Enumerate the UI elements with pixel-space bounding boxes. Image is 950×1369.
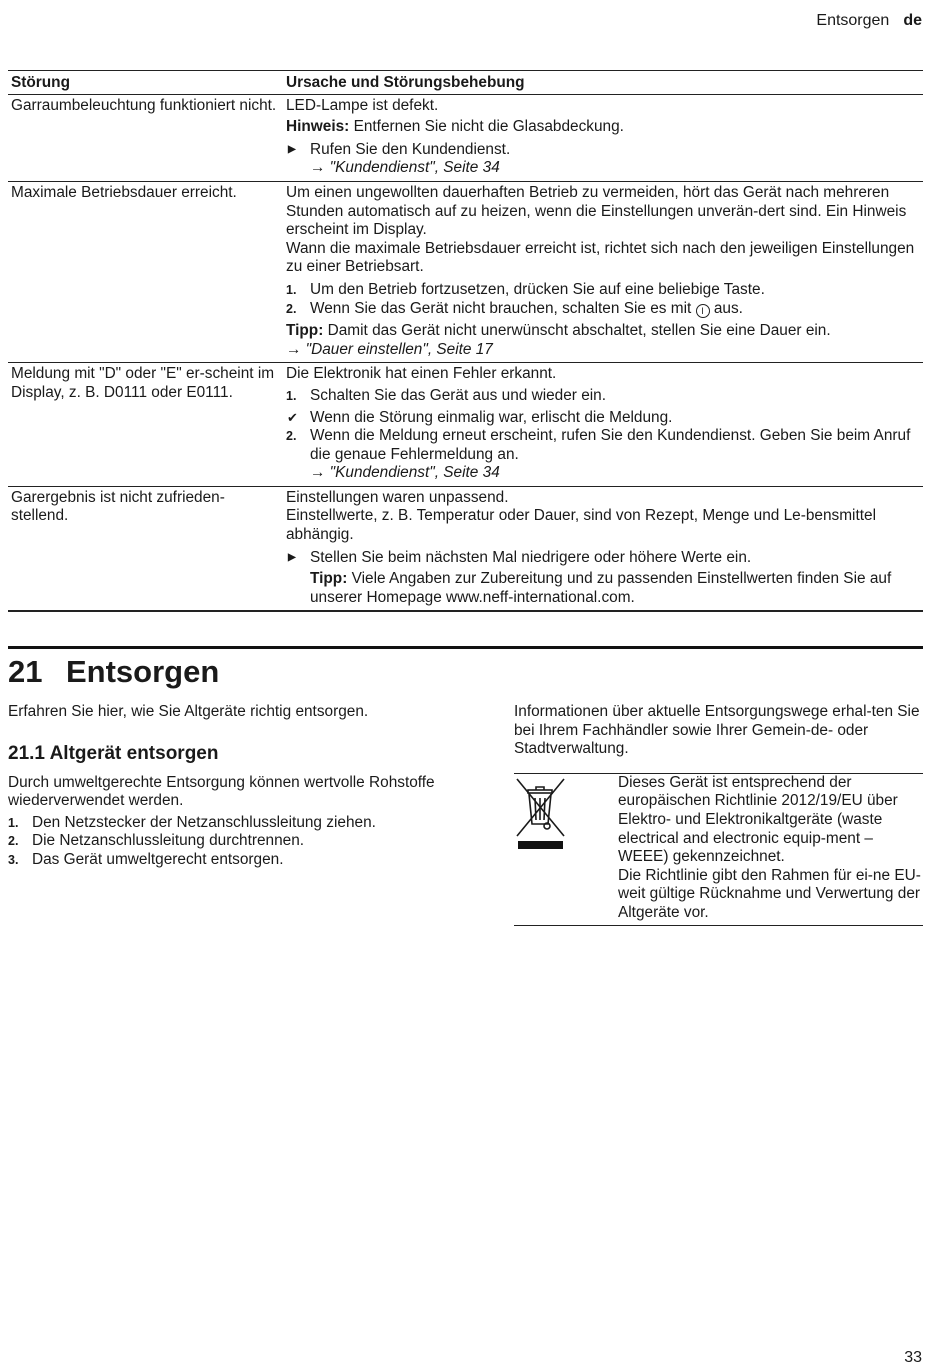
weee-notice <box>514 773 923 926</box>
tip-text: Damit das Gerät nicht unerwünscht abschaltet, stellen Sie eine Dauer ein. <box>323 322 831 340</box>
subsection-text: Durch umweltgerechte Entsorgung können wertvolle Rohstoffe wiederverwendet werden. <box>8 773 435 810</box>
tip-label: Tipp: <box>286 322 324 340</box>
checkmark-icon: ✔ <box>287 409 298 425</box>
step-text: Um den Betrieb fortzusetzen, drücken Sie auf eine beliebige Taste. <box>310 280 765 298</box>
triangle-bullet-icon: ▶ <box>288 143 296 155</box>
table-row <box>8 486 923 611</box>
result-item <box>286 409 920 428</box>
running-header <box>816 12 922 31</box>
step-number: 2. <box>286 301 297 316</box>
cause-cell <box>282 181 923 362</box>
list-item <box>8 851 448 870</box>
header-section: Entsorgen <box>816 12 890 29</box>
step-number: 2. <box>286 429 297 444</box>
step-text: Das Gerät umweltgerecht entsorgen. <box>32 850 284 868</box>
cause-text: Die Elektronik hat einen Fehler erkannt. <box>286 365 557 383</box>
note-label: Hinweis: <box>286 118 350 136</box>
note-text: Entfernen Sie nicht die Glasabdeckung. <box>349 118 624 136</box>
header-language: de <box>903 12 922 29</box>
cross-reference-link[interactable]: → "Kundendienst", Seite 34 <box>310 159 500 177</box>
step-number: 1. <box>286 388 297 403</box>
troubleshooting-table <box>8 70 923 612</box>
cause-cell <box>282 363 923 487</box>
tip-label: Tipp: <box>310 570 348 588</box>
cause-cell <box>282 94 923 181</box>
tip-paragraph <box>286 322 920 341</box>
subsection-heading <box>8 743 448 765</box>
result-text: Wenn die Störung einmalig war, erlischt die Meldung. <box>310 408 673 426</box>
page-number: 33 <box>904 1349 922 1366</box>
numbered-step <box>286 427 920 483</box>
chapter-rule <box>8 646 923 649</box>
chapter-heading <box>8 654 219 690</box>
list-item <box>8 832 448 851</box>
chapter-intro: Erfahren Sie hier, wie Sie Altgeräte richtig entsorgen. <box>8 703 369 720</box>
table-header-row <box>8 71 923 95</box>
cause-paragraph: Um einen ungewollten dauerhaften Betrieb zu vermeiden, hört das Gerät nach mehreren Stunden automatisch auf zu heizen, wenn die Einstellungen unverän-dert sind. Ein Hinweis erscheint im Display. <box>286 183 907 239</box>
cross-reference-link[interactable]: → "Kundendienst", Seite 34 <box>310 464 500 482</box>
tip-text: Viele Angaben zur Zubereitung und zu passenden Einstellwerten finden Sie auf unserer Homepage www.neff-international.com. <box>310 570 892 606</box>
table-row <box>8 363 923 487</box>
weee-paragraph: Die Richtlinie gibt den Rahmen für ei-ne EU-weit gültige Rücknahme und Verwertung der Altgeräte vor. <box>618 866 921 921</box>
column-header-cause: Ursache und Störungsbehebung <box>282 71 923 95</box>
cause-text: LED-Lampe ist defekt. <box>286 96 439 114</box>
step-text: Schalten Sie das Gerät aus und wieder ein. <box>310 386 607 404</box>
weee-text <box>618 774 923 925</box>
chapter-title: Entsorgen <box>66 654 220 689</box>
action-step <box>286 141 920 178</box>
fault-cell: Meldung mit "D" oder "E" er-scheint im Display, z. B. D0111 oder E0111. <box>8 363 282 487</box>
step-number: 2. <box>8 834 19 849</box>
fault-cell: Garraumbeleuchtung funktioniert nicht. <box>8 94 282 181</box>
tip-paragraph <box>310 570 920 607</box>
step-number: 1. <box>8 815 19 830</box>
cause-cell <box>282 486 923 611</box>
column-header-fault: Störung <box>8 71 282 95</box>
note-paragraph <box>286 118 920 137</box>
triangle-bullet-icon: ▶ <box>288 551 296 563</box>
right-column <box>514 703 923 926</box>
step-text-part: aus. <box>709 299 743 317</box>
chapter-number: 21 <box>8 654 43 689</box>
cause-paragraph: Wann die maximale Betriebsdauer erreicht ist, richtet sich nach den jeweiligen Einstellungen zu einer Betriebsart. <box>286 239 915 276</box>
step-text: Rufen Sie den Kundendienst. <box>310 140 511 158</box>
weee-paragraph: Dieses Gerät ist entsprechend der europäischen Richtlinie 2012/19/EU über Elektro- und Elektronikaltgeräte (waste electrical and electronic equip-ment – WEEE) gekennzeichnet. <box>618 773 898 866</box>
power-button-icon: I <box>696 304 710 318</box>
crossed-out-wheelie-bin-icon <box>514 774 618 925</box>
step-text: Stellen Sie beim nächsten Mal niedrigere oder höhere Werte ein. <box>310 548 752 566</box>
cause-paragraph: Einstellungen waren unpassend. <box>286 488 509 506</box>
step-text: Die Netzanschlussleitung durchtrennen. <box>32 832 305 850</box>
fault-cell: Maximale Betriebsdauer erreicht. <box>8 181 282 362</box>
numbered-step <box>286 281 920 300</box>
step-number: 1. <box>286 282 297 297</box>
numbered-step <box>286 300 920 319</box>
disposal-info: Informationen über aktuelle Entsorgungswege erhal-ten Sie bei Ihrem Fachhändler sowie Ihrer Gemein-de- oder Stadtverwaltung. <box>514 703 920 758</box>
step-text-part: Wenn Sie das Gerät nicht brauchen, schalten Sie es mit <box>310 299 696 317</box>
numbered-step <box>286 387 920 406</box>
left-column <box>8 703 448 870</box>
table-row <box>8 94 923 181</box>
cause-paragraph: Einstellwerte, z. B. Temperatur oder Dauer, sind von Rezept, Menge und Le-bensmittel abhängig. <box>286 507 876 544</box>
step-text <box>310 300 743 319</box>
list-item <box>8 814 448 833</box>
cross-reference-link[interactable]: → "Dauer einstellen", Seite 17 <box>286 340 493 358</box>
table-row <box>8 181 923 362</box>
action-step <box>286 549 920 608</box>
fault-cell: Garergebnis ist nicht zufrieden-stellend. <box>8 486 282 611</box>
subsection-number: 21.1 <box>8 742 45 764</box>
step-text: Den Netzstecker der Netzanschlussleitung ziehen. <box>32 813 376 831</box>
subsection-title: Altgerät entsorgen <box>49 742 219 764</box>
step-number: 3. <box>8 852 19 867</box>
disposal-steps <box>8 814 448 870</box>
step-text: Wenn die Meldung erneut erscheint, rufen Sie den Kundendienst. Geben Sie beim Anruf die genaue Fehlermeldung an. <box>310 427 911 463</box>
